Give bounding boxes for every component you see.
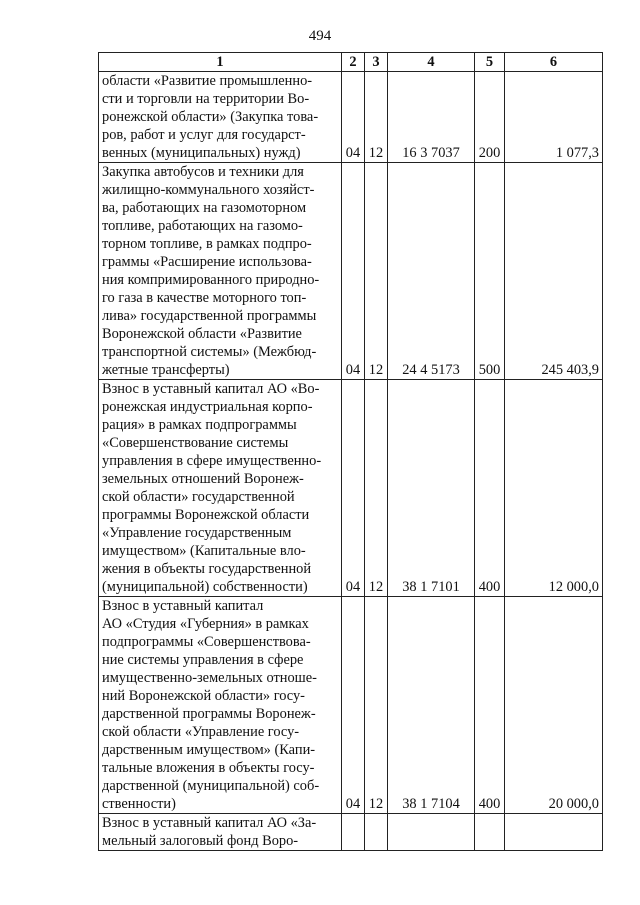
description-line: «Управление государственным	[102, 525, 292, 541]
description-line: ронежская индустриальная корпо-	[102, 399, 313, 415]
description-line: подпрограммы «Совершенствова-	[102, 634, 311, 650]
description-line: лива» государственной программы	[102, 308, 317, 324]
description-line: программы Воронежской области	[102, 507, 310, 523]
description-line: АО «Студия «Губерния» в рамках	[102, 616, 309, 632]
description-line: ние системы управления в сфере	[102, 652, 304, 668]
description-line: ской области» государственной	[102, 489, 295, 505]
description-line: земельных отношений Воронеж-	[102, 471, 304, 487]
header-row	[99, 53, 603, 72]
row-subsection-code: 12	[365, 163, 388, 380]
row-expense-type: 500	[475, 163, 505, 380]
description-line: дарственным имуществом» (Капи-	[102, 742, 316, 758]
table-row	[99, 597, 603, 814]
row-description	[99, 380, 342, 597]
row-target-article: 38 1 7101	[388, 380, 475, 597]
header-col-5: 5	[475, 53, 505, 72]
row-target-article: 38 1 7104	[388, 597, 475, 814]
row-amount: 12 000,0	[505, 380, 603, 597]
description-line: ва, работающих на газомоторном	[102, 200, 307, 216]
row-amount: 245 403,9	[505, 163, 603, 380]
description-line: ний Воронежской области» госу-	[102, 688, 305, 704]
row-expense-type: 400	[475, 597, 505, 814]
description-line: Взнос в уставный капитал АО «За-	[102, 815, 317, 831]
row-expense-type: 200	[475, 72, 505, 163]
table-body	[99, 72, 603, 851]
description-line: тальные вложения в объекты госу-	[102, 760, 315, 776]
row-section-code: 04	[342, 597, 365, 814]
header-col-4: 4	[388, 53, 475, 72]
description-line: ния компримированного природно-	[102, 272, 320, 288]
description-line: венных (муниципальных) нужд)	[102, 145, 301, 161]
row-amount: 1 077,3	[505, 72, 603, 163]
row-amount	[505, 814, 603, 851]
description-line: Взнос в уставный капитал	[102, 598, 264, 614]
row-subsection-code	[365, 814, 388, 851]
row-subsection-code: 12	[365, 597, 388, 814]
description-line: ственности)	[102, 796, 176, 812]
budget-table	[98, 52, 603, 851]
description-line: ской области «Управление госу-	[102, 724, 300, 740]
header-col-6: 6	[505, 53, 603, 72]
header-col-2: 2	[342, 53, 365, 72]
table-row	[99, 814, 603, 851]
description-line: имуществом» (Капитальные вло-	[102, 543, 306, 559]
row-section-code: 04	[342, 163, 365, 380]
description-line: ронежской области» (Закупка това-	[102, 109, 319, 125]
description-line: топливе, работающих на газомо-	[102, 218, 303, 234]
description-line: мельный залоговый фонд Воро-	[102, 833, 299, 849]
row-description	[99, 814, 342, 851]
description-line: ров, работ и услуг для государст-	[102, 127, 306, 143]
description-line: жения в объекты государственной	[102, 561, 312, 577]
row-subsection-code: 12	[365, 72, 388, 163]
description-line: го газа в качестве моторного топ-	[102, 290, 307, 306]
description-line: дарственной (муниципальной) соб-	[102, 778, 320, 794]
row-section-code: 04	[342, 72, 365, 163]
description-line: рация» в рамках подпрограммы	[102, 417, 297, 433]
description-line: Взнос в уставный капитал АО «Во-	[102, 381, 320, 397]
description-line: жетные трансферты)	[102, 362, 230, 378]
row-description	[99, 597, 342, 814]
description-line: «Совершенствование системы	[102, 435, 289, 451]
description-line: сти и торговли на территории Во-	[102, 91, 310, 107]
table-row	[99, 380, 603, 597]
description-line: жилищно-коммунального хозяйст-	[102, 182, 315, 198]
row-subsection-code: 12	[365, 380, 388, 597]
row-description	[99, 72, 342, 163]
description-line: области «Развитие промышленно-	[102, 73, 313, 89]
row-target-article	[388, 814, 475, 851]
row-expense-type	[475, 814, 505, 851]
header-col-3: 3	[365, 53, 388, 72]
description-line: управления в сфере имущественно-	[102, 453, 322, 469]
row-target-article: 16 3 7037	[388, 72, 475, 163]
description-line: имущественно-земельных отноше-	[102, 670, 317, 686]
row-expense-type: 400	[475, 380, 505, 597]
table-row	[99, 72, 603, 163]
description-line: граммы «Расширение использова-	[102, 254, 312, 270]
description-line: торном топливе, в рамках подпро-	[102, 236, 312, 252]
row-section-code	[342, 814, 365, 851]
header-col-1: 1	[99, 53, 342, 72]
table-row	[99, 163, 603, 380]
description-line: (муниципальной) собственности)	[102, 579, 308, 595]
page-number: 494	[308, 28, 332, 44]
row-description	[99, 163, 342, 380]
description-line: транспортной системы» (Межбюд-	[102, 344, 317, 360]
description-line: Воронежской области «Развитие	[102, 326, 302, 342]
row-amount: 20 000,0	[505, 597, 603, 814]
description-line: Закупка автобусов и техники для	[102, 164, 304, 180]
row-target-article: 24 4 5173	[388, 163, 475, 380]
description-line: дарственной программы Воронеж-	[102, 706, 316, 722]
row-section-code: 04	[342, 380, 365, 597]
